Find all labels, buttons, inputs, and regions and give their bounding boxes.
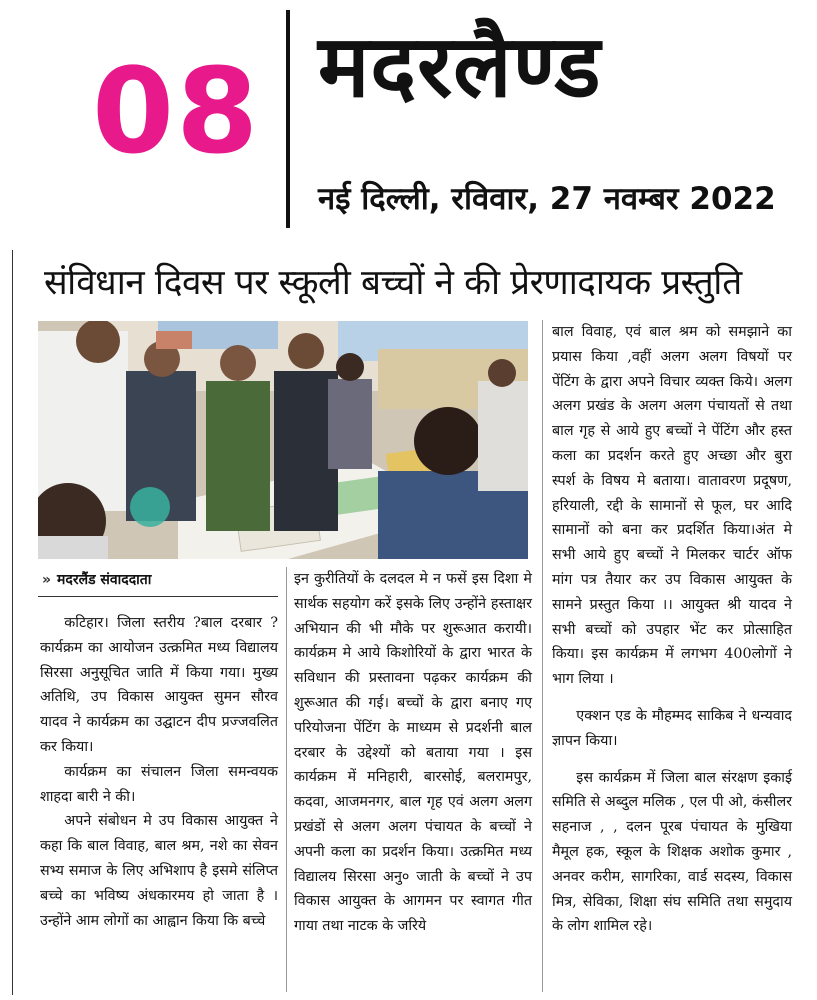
newspaper-name: मदरलैण्ड bbox=[318, 17, 602, 117]
byline-text: मदरलैंड संवाददाता bbox=[57, 572, 152, 588]
masthead-divider bbox=[286, 10, 290, 228]
article-column-2 bbox=[294, 567, 532, 939]
article-paragraph: एक्शन एड के मौहम्मद साकिब ने धन्यवाद ज्ञापन किया। bbox=[552, 707, 792, 749]
article-column-1 bbox=[40, 611, 278, 933]
page-edge-rule bbox=[12, 250, 13, 995]
dateline: नई दिल्ली, रविवार, 27 नवम्बर 2022 bbox=[318, 181, 776, 217]
column-divider bbox=[542, 320, 543, 992]
byline-marker: » bbox=[42, 572, 52, 588]
article-headline: संविधान दिवस पर स्कूली बच्चों ने की प्रेरणादायक प्रस्तुति bbox=[44, 263, 742, 303]
article-paragraph: अपने संबोधन मे उप विकास आयुक्त ने कहा कि बाल विवाह, बाल श्रम, नशे का सेवन सभ्य समाज के लिए अभिशाप है इसमे संलिप्त बच्चे का भविष्य अंधकारमय हो जाता है ।उन्होंने आम लोगों का आह्वान किया कि बच्चे bbox=[40, 813, 278, 929]
article-paragraph: बाल विवाह, एवं बाल श्रम को समझाने का प्रयास किया ,वहीं अलग अलग विषयों पर पेंटिंग के द्वारा अपने विचार व्यक्त किये। अलग अलग प्रखंड के अलग अलग पंचायतों से तथा बाल गृह से आये हुए बच्चों ने पेंटिंग और हस्त कला का प्रदर्शन करते हुए अच्छा और बुरा स्पर्श के विषय मे बताया। वातावरण प्रदूषण, हरियाली, रद्दी के सामानों से फूल, घर आदि सामानों को बना कर प्रदर्शित किया।अंत मे सभी आये हुए बच्चों ने मिलकर चार्टर ऑफ मांग पत्र तैयार कर उप विकास आयुक्त के सामने प्रस्तुत किया ।। आयुक्त श्री यादव ने सभी बच्चों को उपहार भेंट कर प्रोत्साहित किया। इस कार्यक्रम में लगभग 400लोगों ने भाग लिया । bbox=[552, 324, 792, 688]
article-paragraph: कटिहार। जिला स्तरीय ?बाल दरबार ?कार्यक्रम का आयोजन उत्क्रमित मध्य विद्यालय सिरसा अनुसूचित जाति में किया गया। मुख्य अतिथि, उप विकास आयुक्त सुमन सौरव यादव ने कार्यक्रम का उद्घाटन दीप प्रज्जवलित कर किया। bbox=[40, 615, 278, 755]
byline bbox=[42, 570, 282, 589]
article-paragraph: कार्यक्रम का संचालन जिला समन्वयक शाहदा बारी ने की। bbox=[40, 763, 278, 805]
article-paragraph: इस कार्यक्रम में जिला बाल संरक्षण इकाई समिति से अब्दुल मलिक , एल पी ओ, कंसीलर सहनाज , , दलन पूरब पंचायत के मुखिया मैमूल हक, स्कूल के शिक्षक अशोक कुमार , अनवर करीम, सागरिका, वार्ड सदस्य, विकास मित्र, सेविका, शिक्षा संघ समिति तथा समुदाय के लोग शामिल रहे। bbox=[552, 769, 792, 935]
article-photo bbox=[38, 321, 528, 559]
column-divider bbox=[286, 567, 287, 992]
byline-divider bbox=[38, 596, 278, 597]
article-paragraph: इन कुरीतियों के दलदल मे न फसें इस दिशा मे सार्थक सहयोग करें इसके लिए उन्होंने हस्ताक्षर अभियान की भी मौके पर शुरूआत करायी। कार्यक्रम मे आये किशोरियों के द्वारा भारत के सविधान की प्रस्तावना पढ़कर कार्यक्रम की शुरूआत की गई। बच्चों के द्वारा बनाए गए परियोजना पेंटिंग के माध्यम से प्रदर्शनी बाल दरबार के उद्देश्यों को बताया गया । इस कार्यक्रम में मनिहारी, बारसोई, बलरामपुर, कदवा, आजमनगर, बाल गृह एवं अलग अलग प्रखंडों से अलग अलग पंचायत के बच्चों ने अपनी कला का प्रदर्शन किया। उत्क्रमित मध्य विद्यालय सिरसा अनु० जाती के बच्चों ने उप विकास आयुक्त के आगमन पर स्वागत गीत गाया तथा नाटक के जरिये bbox=[294, 571, 532, 935]
page-number: 08 bbox=[92, 42, 261, 180]
article-column-3 bbox=[552, 320, 792, 939]
